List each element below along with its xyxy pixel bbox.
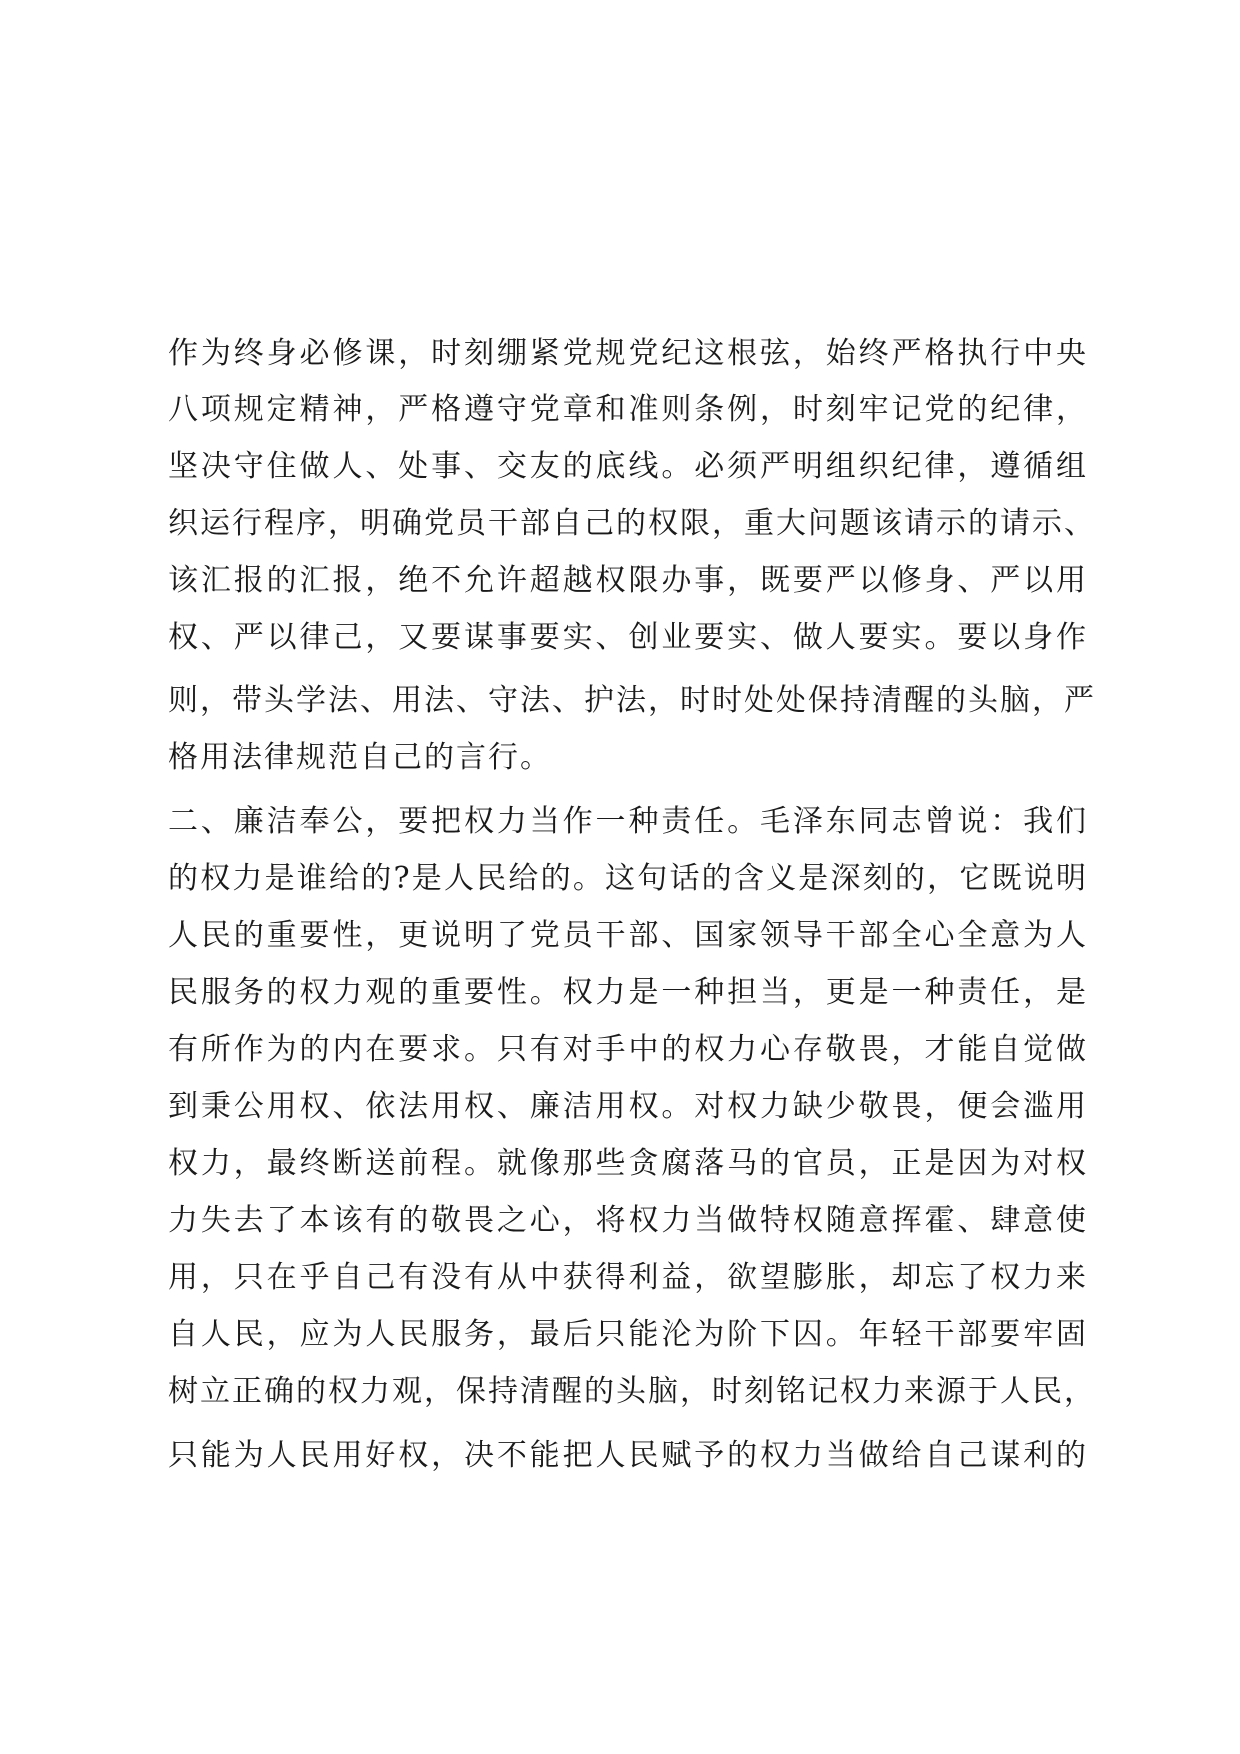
paragraph-2-line-7: 权力，最终断送前程。就像那些贪腐落马的官员，正是因为对权 [168, 1146, 1088, 1181]
paragraph-2-line-8: 力失去了本该有的敬畏之心，将权力当做特权随意挥霍、肆意使 [168, 1203, 1088, 1238]
paragraph-2-line-11: 树立正确的权力观，保持清醒的头脑，时刻铭记权力来源于人民， [168, 1374, 1096, 1409]
paragraph-1-line-6: 权、严以律己，又要谋事要实、创业要实、做人要实。要以身作 [168, 620, 1088, 655]
paragraph-1-line-7: 则，带头学法、用法、守法、护法，时时处处保持清醒的头脑，严 [168, 683, 1096, 718]
paragraph-2-line-12: 只能为人民用好权，决不能把人民赋予的权力当做给自己谋利的 [168, 1438, 1088, 1473]
paragraph-2-line-5: 有所作为的内在要求。只有对手中的权力心存敬畏，才能自觉做 [168, 1032, 1088, 1067]
paragraph-2-line-2: 的权力是谁给的?是人民给的。这句话的含义是深刻的，它既说明 [168, 861, 1088, 896]
paragraph-1-line-5: 该汇报的汇报，绝不允许超越权限办事，既要严以修身、严以用 [168, 563, 1088, 598]
paragraph-2-line-10: 自人民，应为人民服务，最后只能沦为阶下囚。年轻干部要牢固 [168, 1317, 1088, 1352]
paragraph-1-line-3: 坚决守住做人、处事、交友的底线。必须严明组织纪律，遵循组 [168, 449, 1088, 484]
paragraph-2-line-4: 民服务的权力观的重要性。权力是一种担当，更是一种责任，是 [168, 975, 1088, 1010]
paragraph-2-line-9: 用，只在乎自己有没有从中获得利益，欲望膨胀，却忘了权力来 [168, 1260, 1088, 1295]
paragraph-2-line-1: 二、廉洁奉公，要把权力当作一种责任。毛泽东同志曾说：我们 [168, 804, 1088, 839]
paragraph-1-line-8: 格用法律规范自己的言行。 [168, 740, 552, 775]
paragraph-2-line-6: 到秉公用权、依法用权、廉洁用权。对权力缺少敬畏，便会滥用 [168, 1089, 1088, 1124]
paragraph-1-line-4: 织运行程序，明确党员干部自己的权限，重大问题该请示的请示、 [168, 506, 1096, 541]
paragraph-2-line-3: 人民的重要性，更说明了党员干部、国家领导干部全心全意为人 [168, 918, 1088, 953]
paragraph-1-line-2: 八项规定精神，严格遵守党章和准则条例，时刻牢记党的纪律， [168, 392, 1088, 427]
paragraph-1-line-1: 作为终身必修课，时刻绷紧党规党纪这根弦，始终严格执行中央 [168, 336, 1088, 371]
